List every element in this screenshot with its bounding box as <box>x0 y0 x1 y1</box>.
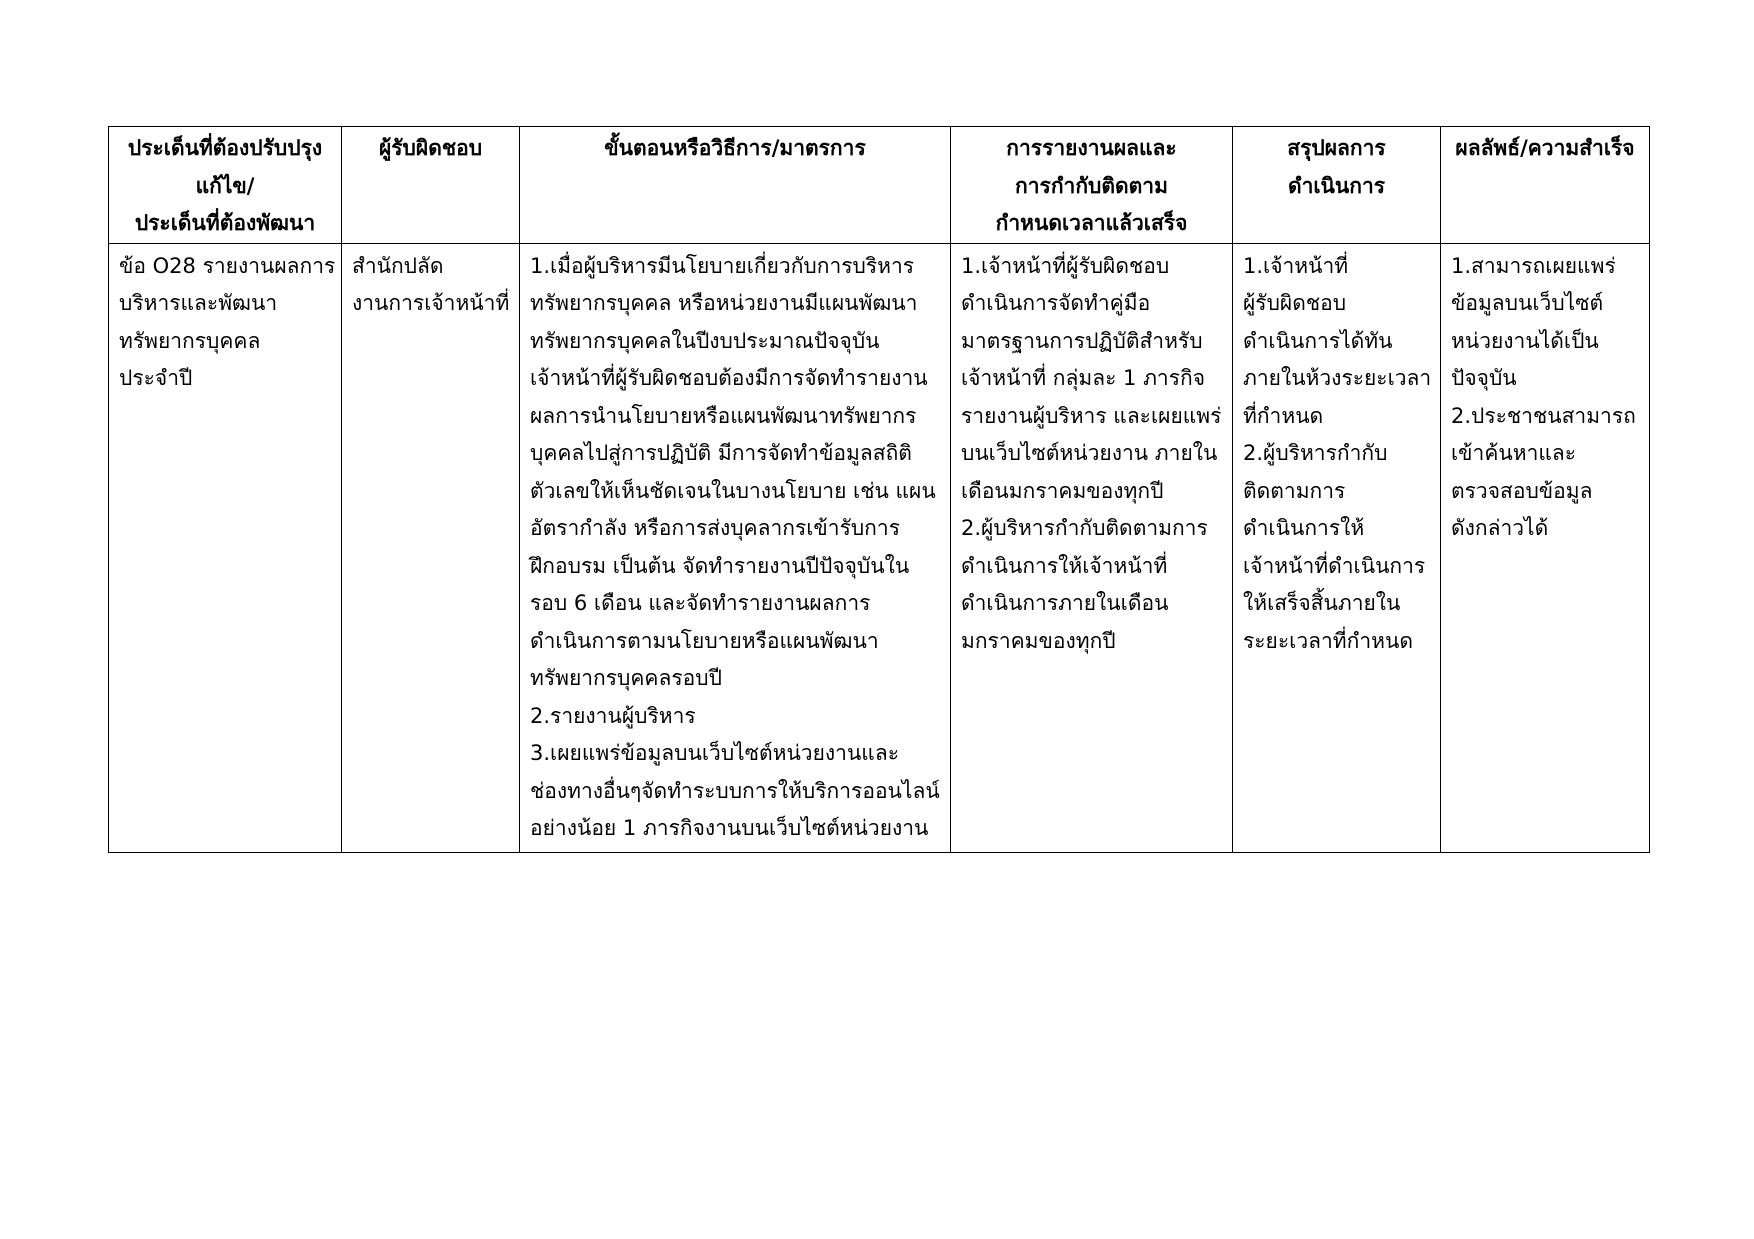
cell-line: ทรัพยากรบุคคล หรือหน่วยงานมีแผนพัฒนา <box>530 291 918 315</box>
improvement-plan-table <box>108 126 1650 853</box>
cell-line: ข้อ O28 รายงานผลการ <box>119 253 336 278</box>
cell-line: มกราคมของทุกปี <box>961 628 1116 653</box>
cell-line: มาตรฐานการปฏิบัติสำหรับ <box>961 328 1203 353</box>
cell-line: ติดตามการ <box>1243 478 1346 503</box>
cell-line: รอบ 6 เดือน และจัดทำรายงานผลการ <box>530 591 871 615</box>
cell-reporting <box>951 243 1233 852</box>
cell-line: 2.ผู้บริหารกำกับ <box>1243 441 1388 465</box>
cell-line: หน่วยงานได้เป็น <box>1451 328 1599 353</box>
cell-line: ทรัพยากรบุคคลรอบปี <box>530 666 722 690</box>
cell-line: ตัวเลขให้เห็นชัดเจนในบางนโยบาย เช่น แผน <box>530 478 936 503</box>
cell-line: ดำเนินการให้เจ้าหน้าที่ <box>961 553 1168 578</box>
cell-line: เจ้าหน้าที่ผู้รับผิดชอบต้องมีการจัดทำรายงาน <box>530 366 928 390</box>
cell-line: สำนักปลัด <box>352 253 444 278</box>
cell-line: ผู้รับผิดชอบ <box>1243 291 1347 315</box>
cell-line: เข้าค้นหาและ <box>1451 441 1577 465</box>
cell-line: 1.เจ้าหน้าที่ผู้รับผิดชอบ <box>961 253 1170 278</box>
header-row <box>109 127 1650 244</box>
cell-line: ให้เสร็จสิ้นภายใน <box>1243 591 1401 615</box>
cell-issue <box>109 243 342 852</box>
cell-line: ภายในห้วงระยะเวลา <box>1243 366 1432 390</box>
header-line: ดำเนินการ <box>1287 173 1386 198</box>
header-line: ขั้นตอนหรือวิธีการ/มาตรการ <box>604 136 866 160</box>
cell-line: บุคคลไปสู่การปฏิบัติ มีการจัดทำข้อมูลสถิติ <box>530 441 912 465</box>
cell-line: ฝึกอบรม เป็นต้น จัดทำรายงานปีปัจจุบันใน <box>530 553 910 578</box>
cell-line: 3.เผยแพร่ข้อมูลบนเว็บไซต์หน่วยงานและ <box>530 741 899 765</box>
cell-line: เจ้าหน้าที่ดำเนินการ <box>1243 553 1426 578</box>
header-line: การรายงานผลและ <box>1006 136 1177 160</box>
cell-outcome <box>1441 243 1650 852</box>
header-line: การกำกับติดตาม <box>1015 173 1168 198</box>
header-outcome <box>1441 127 1650 244</box>
cell-line: ดำเนินการได้ทัน <box>1243 328 1393 353</box>
cell-line: ประจำปี <box>119 366 193 390</box>
cell-line: อัตรากำลัง หรือการส่งบุคลากรเข้ารับการ <box>530 516 900 540</box>
cell-line: 1.เมื่อผู้บริหารมีนโยบายเกี่ยวกับการบริหาร <box>530 253 915 278</box>
cell-line: เดือนมกราคมของทุกปี <box>961 478 1164 503</box>
header-line: สรุปผลการ <box>1287 136 1386 160</box>
header-line: กำหนดเวลาแล้วเสร็จ <box>995 211 1188 235</box>
cell-line: ที่กำหนด <box>1243 403 1324 428</box>
cell-line: รายงานผู้บริหาร และเผยแพร่ <box>961 403 1222 428</box>
header-line: ผลลัพธ์/ความสำเร็จ <box>1455 136 1635 160</box>
cell-line: 2.ผู้บริหารกำกับติดตามการ <box>961 516 1208 540</box>
cell-line: บนเว็บไซต์หน่วยงาน ภายใน <box>961 441 1218 465</box>
header-line: ผู้รับผิดชอบ <box>378 136 483 160</box>
cell-line: ดังกล่าวได้ <box>1451 516 1549 540</box>
cell-line: บริหารและพัฒนา <box>119 291 278 315</box>
cell-responsible <box>342 243 520 852</box>
header-reporting <box>951 127 1233 244</box>
cell-line: ดำเนินการภายในเดือน <box>961 591 1169 615</box>
cell-line: ช่องทางอื่นๆจัดทำระบบการให้บริการออนไลน์ <box>530 778 940 803</box>
cell-line: ดำเนินการตามนโยบายหรือแผนพัฒนา <box>530 628 879 653</box>
cell-line: เจ้าหน้าที่ กลุ่มละ 1 ภารกิจ <box>961 366 1206 390</box>
header-responsible <box>342 127 520 244</box>
cell-line: 2.รายงานผู้บริหาร <box>530 703 696 728</box>
cell-line: 1.สามารถเผยแพร่ <box>1451 253 1616 278</box>
header-procedure <box>520 127 951 244</box>
cell-line: ระยะเวลาที่กำหนด <box>1243 628 1413 653</box>
header-line: แก้ไข/ <box>195 173 255 198</box>
cell-line: ข้อมูลบนเว็บไซต์ <box>1451 291 1604 315</box>
cell-summary <box>1233 243 1441 852</box>
cell-line: ทรัพยากรบุคคลในปีงบประมาณปัจจุบัน <box>530 328 880 353</box>
cell-line: ทรัพยากรบุคคล <box>119 328 261 353</box>
cell-line: 2.ประชาชนสามารถ <box>1451 403 1636 428</box>
cell-line: ตรวจสอบข้อมูล <box>1451 478 1593 503</box>
table-row <box>109 243 1650 852</box>
cell-line: ผลการนำนโยบายหรือแผนพัฒนาทรัพยากร <box>530 403 917 428</box>
header-line: ประเด็นที่ต้องปรับปรุง <box>127 136 323 160</box>
header-issue <box>109 127 342 244</box>
cell-line: ปัจจุบัน <box>1451 366 1517 390</box>
header-line: ประเด็นที่ต้องพัฒนา <box>134 211 316 235</box>
cell-line: 1.เจ้าหน้าที่ <box>1243 253 1349 278</box>
header-summary <box>1233 127 1441 244</box>
cell-line: อย่างน้อย 1 ภารกิจงานบนเว็บไซต์หน่วยงาน <box>530 816 929 840</box>
cell-procedure <box>520 243 951 852</box>
cell-line: งานการเจ้าหน้าที่ <box>352 291 510 315</box>
cell-line: ดำเนินการให้ <box>1243 516 1365 540</box>
cell-line: ดำเนินการจัดทำคู่มือ <box>961 291 1151 315</box>
